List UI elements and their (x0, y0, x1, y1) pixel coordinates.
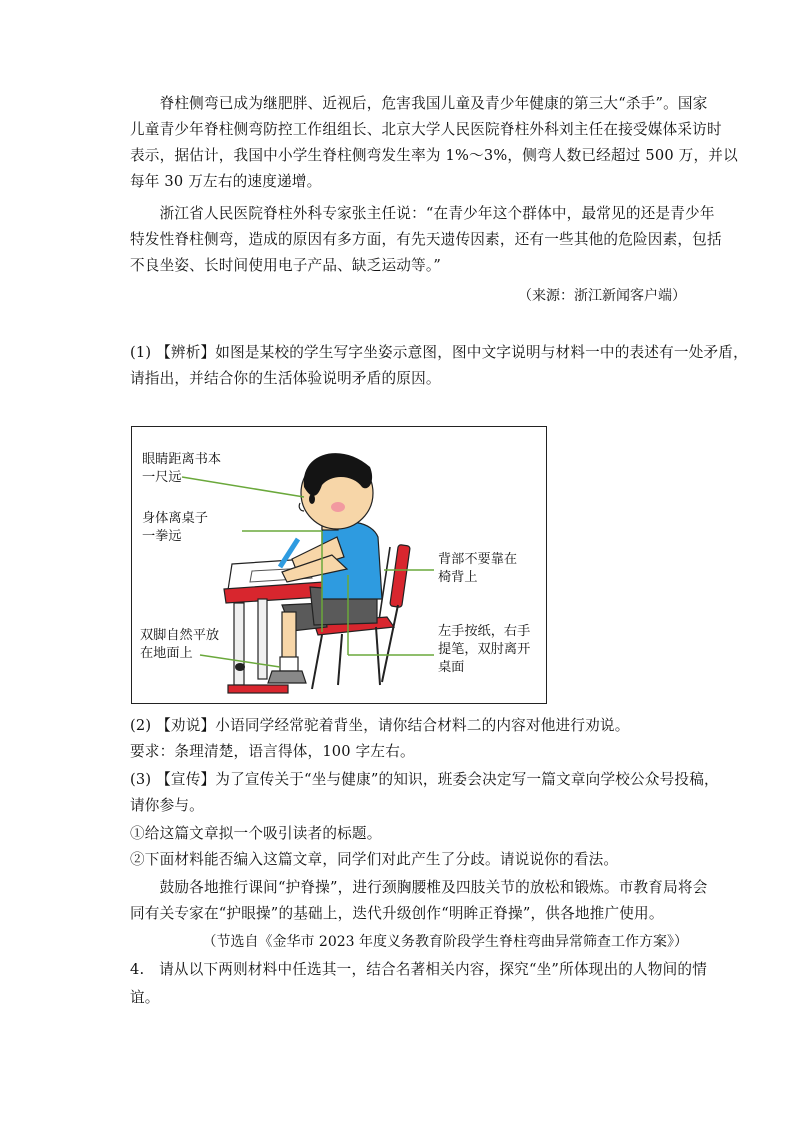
label-feet (140, 627, 219, 663)
label-line: 一拳远 (142, 529, 182, 544)
label-line: 在地面上 (140, 646, 193, 661)
label-line: 双脚自然平放 (140, 628, 220, 643)
text-line: (3) 【宣传】为了宣传关于“坐与健康”的知识，班委会决定写一篇文章向学校公众号投稿， (130, 771, 719, 788)
material-source: （来源：浙江新闻客户端） (518, 288, 686, 304)
text-line: 表示，据估计，我国中小学生脊柱侧弯发生率为 1%～3%，侧弯人数已经超过 500 万，并以 (130, 147, 738, 164)
text-line: 谊。 (130, 989, 160, 1006)
text-line: 同有关专家在“护眼操”的基础上，迭代升级创作“明眸正脊操”，供各地推广使用。 (130, 905, 664, 922)
text-line: 4. 请从以下两则材料中任选其一，结合名著相关内容，探究“坐”所体现出的人物间的情 (130, 961, 708, 978)
text-line: 脊柱侧弯已成为继肥胖、近视后，危害我国儿童及青少年健康的第三大“杀手”。国家 (130, 95, 708, 112)
label-line: 背部不要靠在 (438, 552, 518, 567)
text-line: 浙江省人民医院脊柱外科专家张主任说：“在青少年这个群体中，最常见的还是青少年 (130, 205, 715, 222)
text-line: 不良坐姿、长时间使用电子产品、缺乏运动等。” (130, 257, 442, 274)
text-line: 特发性脊柱侧弯，造成的原因有多方面，有先天遗传因素，还有一些其他的危险因素，包括 (130, 231, 722, 248)
label-line: 左手按纸，右手 (438, 624, 531, 639)
label-body (142, 510, 208, 546)
text-line: 鼓励各地推行课间“护脊操”，进行颈胸腰椎及四肢关节的放松和锻炼。市教育局将会 (130, 879, 708, 896)
text-line: ①给这篇文章拟一个吸引读者的标题。 (130, 825, 382, 842)
label-line: 椅背上 (438, 570, 478, 585)
label-eyes (142, 451, 221, 487)
text-line: 儿童青少年脊柱侧弯防控工作组组长、北京大学人民医院脊柱外科刘主任在接受媒体采访时 (130, 121, 722, 138)
text-line: 每年 30 万左右的速度递增。 (130, 173, 322, 190)
label-line: 桌面 (438, 660, 465, 675)
label-line: 身体离桌子 (142, 511, 208, 526)
label-line: 提笔，双肘离开 (438, 642, 531, 657)
label-line: 一尺远 (142, 470, 182, 485)
label-line: 眼睛距离书本 (142, 452, 222, 467)
sitting-posture-figure (131, 426, 547, 704)
text-line: (1) 【辨析】如图是某校的学生写字坐姿示意图，图中文字说明与材料一中的表述有一处矛盾， (130, 344, 748, 361)
text-line: (2) 【劝说】小语同学经常驼着背坐，请你结合材料二的内容对他进行劝说。 (130, 717, 630, 734)
text-line: 请你参与。 (130, 797, 204, 814)
label-back (438, 551, 517, 587)
text-line: ②下面材料能否编入这篇文章，同学们对此产生了分歧。请说说你的看法。 (130, 851, 619, 868)
material-3-source: （节选自《金华市 2023 年度义务教育阶段学生脊柱弯曲异常筛查工作方案》） (202, 934, 688, 950)
text-line: 请指出，并结合你的生活体验说明矛盾的原因。 (130, 370, 441, 387)
label-hands (438, 623, 530, 677)
text-line: 要求：条理清楚，语言得体，100 字左右。 (130, 743, 415, 760)
